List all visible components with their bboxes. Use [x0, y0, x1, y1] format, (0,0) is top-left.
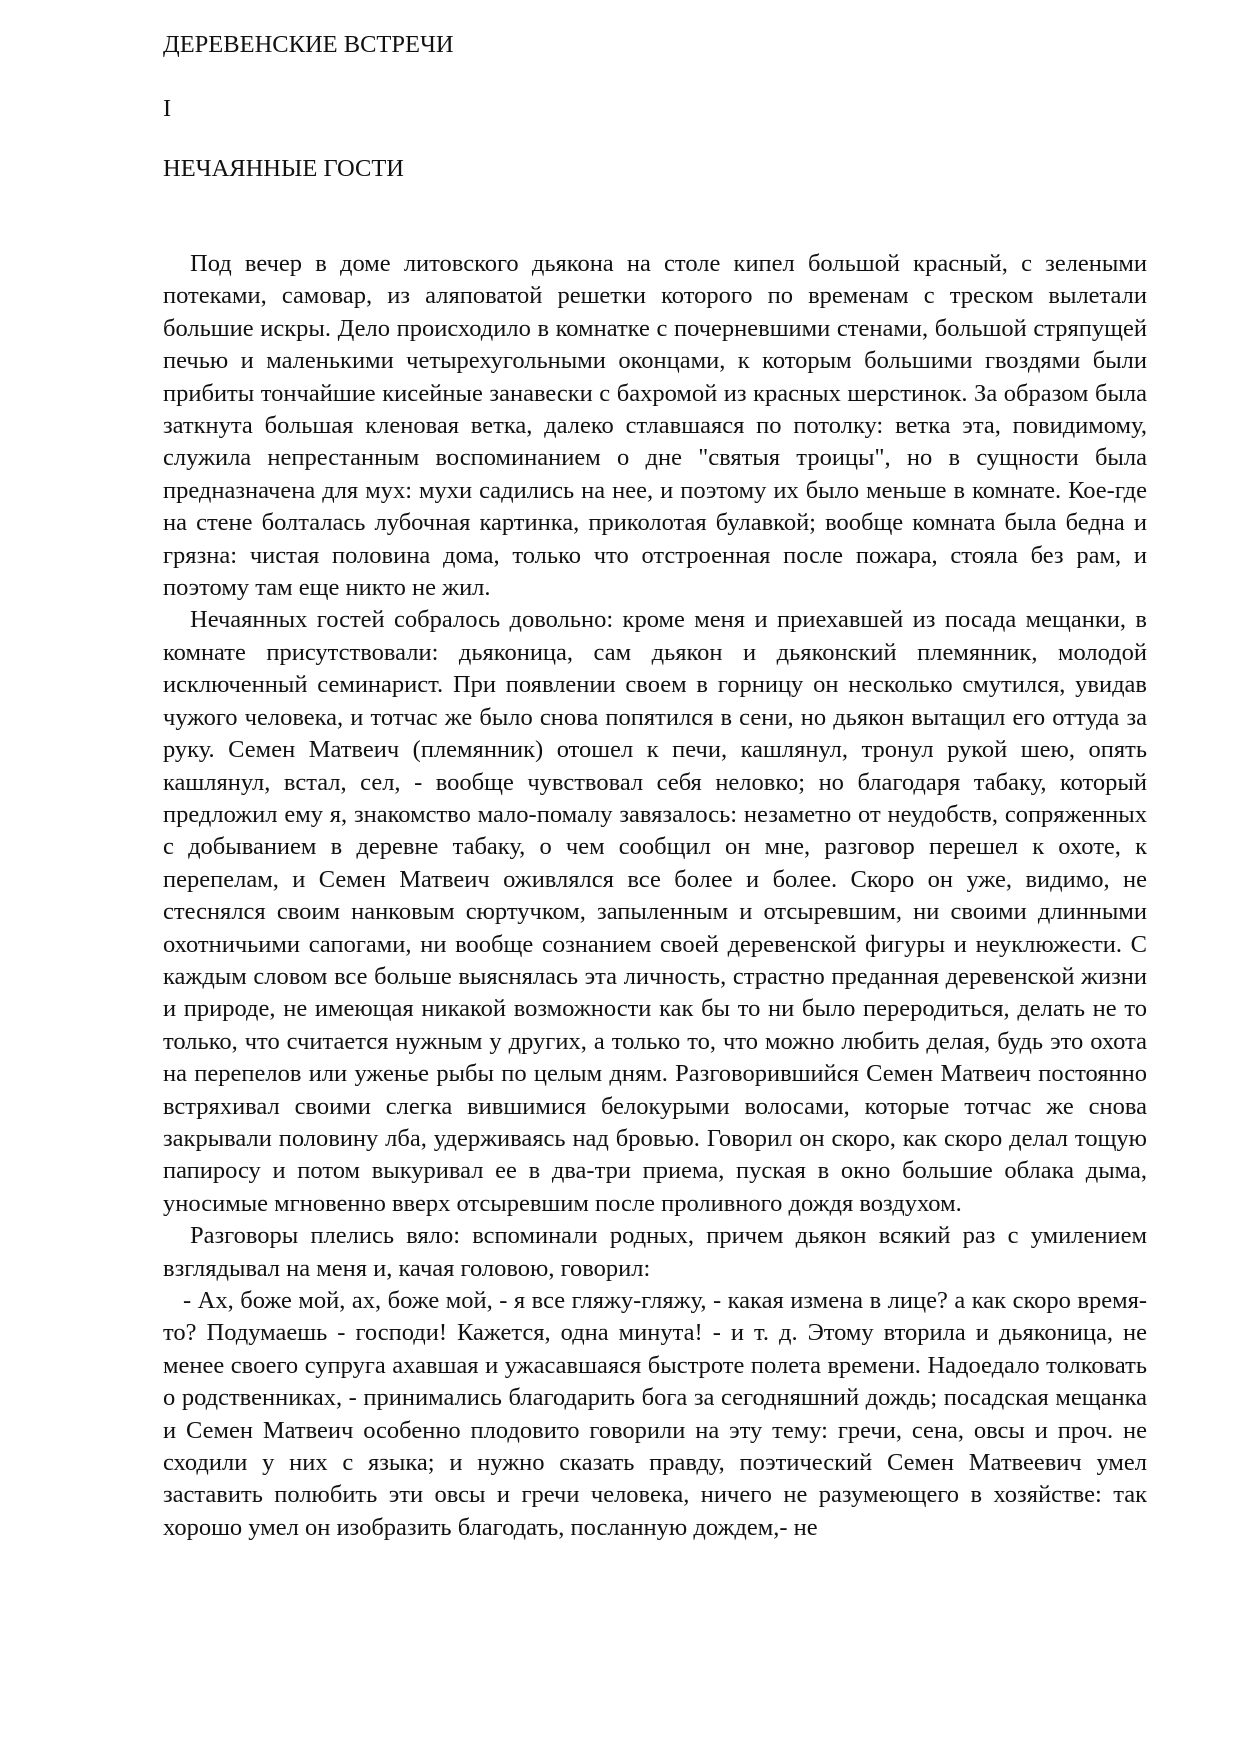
- paragraph: Разговоры плелись вяло: вспоминали родных, причем дьякон всякий раз с умилением взглядывал на меня и, качая головою, говорил:: [163, 1222, 1147, 1282]
- document-title: ДЕРЕВЕНСКИЕ ВСТРЕЧИ: [163, 31, 454, 58]
- part-numeral: I: [163, 95, 172, 122]
- paragraph: Под вечер в доме литовского дьякона на столе кипел большой красный, с зелеными потеками, самовар, из аляповатой решетки которого по временам с треском вылетали большие искры. Дело происходило в комнатке с почерневшими стенами, большой стряпущей печью и маленькими четырехугольными оконцами, к которым большими гвоздями были прибиты тончайшие кисейные занавески с бахромой из красных шерстинок. За образом была заткнута большая кленовая ветка, далеко стлавшаяся по потолку: ветка эта, повидимому, служила непрестанным воспоминанием о дне "святыя троицы", но в сущности была предназначена для мух: мухи садились на нее, и поэтому их было меньше в комнате. Кое-где на стене болталась лубочная картинка, приколотая булавкой; вообще комната была бедна и грязна: чистая половина дома, только что отстроенная после пожара, стояла без рам, и поэтому там еще никто не жил.: [163, 250, 1147, 602]
- paragraph: Нечаянных гостей собралось довольно: кроме меня и приехавшей из посада мещанки, в комнате присутствовали: дьяконица, сам дьякон и дьяконский племянник, молодой исключенный семинарист. При появлении своем в горницу он несколько смутился, увидав чужого человека, и тотчас же было снова попятился в сени, но дьякон вытащил его оттуда за руку. Семен Матвеич (племянник) отошел к печи, кашлянул, тронул рукой шею, опять кашлянул, встал, сел, - вообще чувствовал себя неловко; но благодаря табаку, который предложил ему я, знакомство мало-помалу завязалось: незаметно от неудобств, сопряженных с добыванием в деревне табаку, о чем сообщил он мне, разговор перешел к охоте, к перепелам, и Семен Матвеич оживлялся все более и более. Скоро он уже, видимо, не стеснялся своим нанковым сюртучком, запыленным и отсыревшим, ни своими длинными охотничьими сапогами, ни вообще сознанием своей деревенской фигуры и неуклюжести. С каждым словом все больше выяснялась эта личность, страстно преданная деревенской жизни и природе, не имеющая никакой возможности как бы то ни было переродиться, делать не то только, что считается нужным у других, а только то, что можно любить делая, будь это охота на перепелов или уженье рыбы по целым дням. Разговорившийся Семен Матвеич постоянно встряхивал своими слегка вившимися белокурыми волосами, которые тотчас же снова закрывали половину лба, удерживаясь над бровью. Говорил он скоро, как скоро делал тощую папиросу и потом выкуривал ее в два-три приема, пуская в окно большие облака дыма, уносимые мгновенно вверх отсыревшим после проливного дождя воздухом.: [163, 606, 1147, 1217]
- body-text: [163, 248, 1147, 1544]
- chapter-title: НЕЧАЯННЫЕ ГОСТИ: [163, 155, 405, 182]
- paragraph: - Ах, боже мой, ах, боже мой, - я все гляжу-гляжу, - какая измена в лице? а как скоро время-то? Подумаешь - господи! Кажется, одна минута! - и т. д. Этому вторила и дьяконица, не менее своего супруга ахавшая и ужасавшаяся быстроте полета времени. Надоедало толковать о родственниках, - принимались благодарить бога за сегодняшний дождь; посадская мещанка и Семен Матвеич особенно плодовито говорили на эту тему: гречи, сена, овсы и проч. не сходили у них с языка; и нужно сказать правду, поэтический Семен Матвеевич умел заставить полюбить эти овсы и гречи человека, ничего не разумеющего в хозяйстве: так хорошо умел он изобразить благодать, посланную дождем,- не: [163, 1287, 1147, 1541]
